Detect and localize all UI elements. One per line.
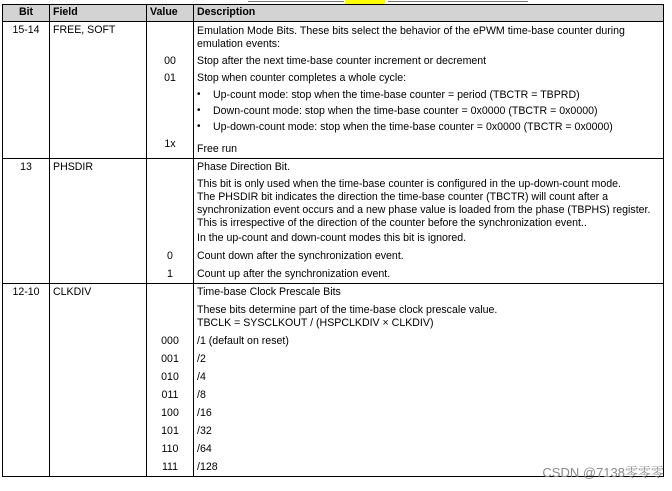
- value-option: 110: [161, 443, 179, 455]
- description-text: TBCLK = SYSCLKOUT / (HSPCLKDIV × CLKDIV): [197, 317, 434, 329]
- header-field: Field: [50, 5, 147, 22]
- value-option: 001: [161, 353, 179, 365]
- value-option: 111: [161, 461, 179, 473]
- caption-fragment: [388, 1, 528, 2]
- value-option: 101: [161, 425, 179, 437]
- bit-cell: 15-14: [3, 22, 50, 159]
- table-row-clkdiv: [3, 284, 664, 477]
- field-cell: CLKDIV: [50, 284, 147, 477]
- description-text: emulation events:: [197, 38, 281, 50]
- bit-cell: 12-10: [3, 284, 50, 477]
- caption-fragment: [248, 1, 344, 2]
- value-cell: [147, 159, 194, 284]
- description-text: /1 (default on reset): [197, 335, 289, 347]
- value-option: 011: [161, 389, 179, 401]
- value-option: 1x: [164, 138, 176, 150]
- description-text: /16: [197, 407, 212, 419]
- description-text: /128: [197, 461, 218, 473]
- description-text: These bits determine part of the time-base clock prescale value.: [197, 304, 498, 316]
- header-bit: Bit: [3, 5, 50, 22]
- description-text: /2: [197, 353, 206, 365]
- list-item: • Up-down-count mode: stop when the time-base counter = 0x0000 (TBCTR = 0x0000): [194, 119, 663, 135]
- description-text: The PHSDIR bit indicates the direction the time-base counter (TBCTR) will count after a: [197, 191, 608, 203]
- description-cell: [194, 159, 664, 284]
- value-option: 0: [167, 250, 173, 262]
- description-cell: [194, 22, 664, 159]
- description-text: This is irrespective of the direction of the counter before the synchronization event..: [197, 217, 587, 229]
- bullet-list: [194, 87, 663, 135]
- header-description: Description: [194, 5, 664, 22]
- bit-cell: 13: [3, 159, 50, 284]
- description-text: Phase Direction Bit.: [197, 161, 291, 173]
- description-text: /32: [197, 425, 212, 437]
- watermark: CSDN @7138零零零: [542, 465, 664, 480]
- list-item: • Down-count mode: stop when the time-base counter = 0x0000 (TBCTR = 0x0000): [194, 103, 663, 119]
- description-text: Stop after the next time-base counter increment or decrement: [197, 55, 487, 67]
- description-text: /64: [197, 443, 212, 455]
- description-cell: [194, 284, 664, 477]
- value-cell: [147, 22, 194, 159]
- header-value: Value: [147, 5, 194, 22]
- description-text: /4: [197, 371, 206, 383]
- value-option: 010: [161, 371, 179, 383]
- value-option: 1: [167, 268, 173, 280]
- value-option: 01: [164, 72, 176, 84]
- description-text: This bit is only used when the time-base counter is configured in the up-down-count mode.: [197, 178, 621, 190]
- description-text: Count up after the synchronization event.: [197, 268, 391, 280]
- header-row: [3, 5, 664, 22]
- description-text: synchronization event occurs and a new phase value is loaded from the phase (TBPHS) register.: [197, 204, 651, 216]
- value-option: 100: [161, 407, 179, 419]
- value-option: 00: [164, 55, 176, 67]
- description-text: Emulation Mode Bits. These bits select the behavior of the ePWM time-base counter during: [197, 25, 625, 37]
- description-text: Time-base Clock Prescale Bits: [197, 286, 341, 298]
- description-text: Stop when counter completes a whole cycle:: [197, 72, 407, 84]
- description-text: In the up-count and down-count modes this bit is ignored.: [197, 232, 467, 244]
- table-row-phsdir: [3, 159, 664, 284]
- register-field-table: [2, 4, 664, 477]
- field-cell: PHSDIR: [50, 159, 147, 284]
- description-text: Free run: [197, 143, 238, 155]
- field-cell: FREE, SOFT: [50, 22, 147, 159]
- description-text: Count down after the synchronization event.: [197, 250, 404, 262]
- table-row-free-soft: [3, 22, 664, 159]
- description-text: /8: [197, 389, 206, 401]
- value-option: 000: [161, 335, 179, 347]
- list-item: • Up-count mode: stop when the time-base counter = period (TBCTR = TBPRD): [194, 87, 663, 103]
- value-cell: [147, 284, 194, 477]
